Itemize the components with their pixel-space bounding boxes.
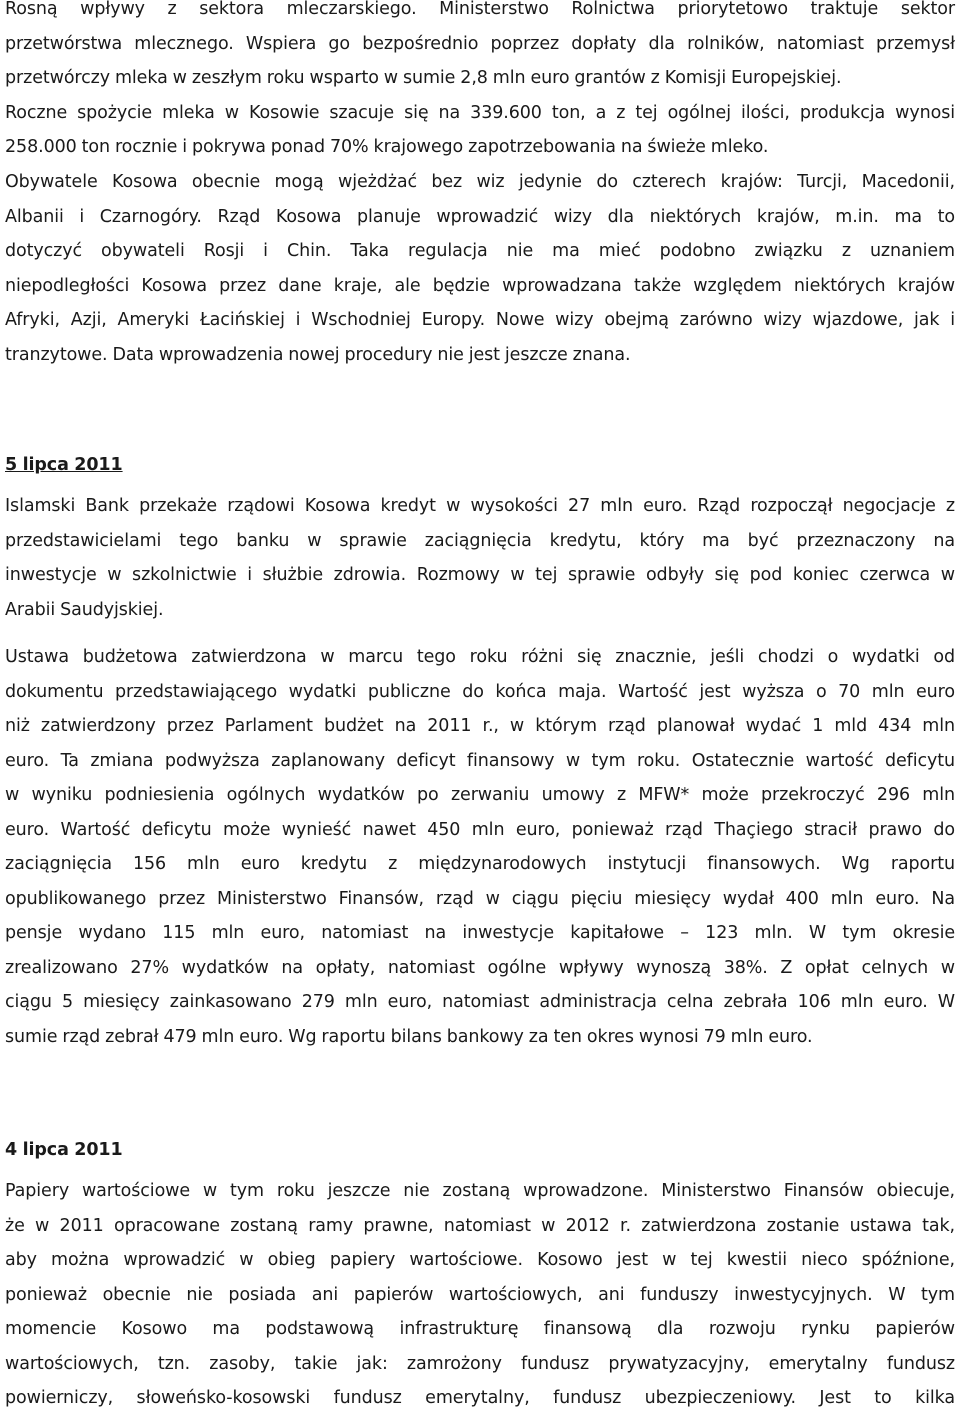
text-line: w wyniku podniesienia ogólnych wydatków po zerwaniu umowy z MFW* może przekroczyć 296 mln: [5, 785, 955, 805]
text-line: niepodległości Kosowa przez dane kraje, ale będzie wprowadzana także względem niektórych krajów: [5, 275, 955, 296]
text-line: powierniczy, słoweńsko-kosowski fundusz emerytalny, fundusz ubezpieczeniowy. Jest to kilka: [5, 1388, 955, 1408]
text-line: tranzytowe. Data wprowadzenia nowej procedury nie jest jeszcze znana.: [5, 344, 631, 365]
text-line: przetwórczy mleka w zeszłym roku wsparto w sumie 2,8 mln euro grantów z Komisji Europejskiej.: [5, 68, 842, 88]
text-line: Ustawa budżetowa zatwierdzona w marcu tego roku różni się znacznie, jeśli chodzi o wydatki od: [5, 647, 955, 667]
text-line: inwestycje w szkolnictwie i służbie zdrowia. Rozmowy w tej sprawie odbyły się pod koniec czerwca w: [5, 565, 955, 585]
text-line: przedstawicielami tego banku w sprawie zaciągnięcia kredytu, który ma być przeznaczony na: [5, 530, 955, 551]
paragraph-securities: [5, 1174, 955, 1416]
text-line: niż zatwierdzony przez Parlament budżet na 2011 r., w którym rząd planował wydać 1 mld 434 mln: [5, 716, 955, 736]
section-5-july: [5, 448, 955, 483]
text-line: zaciągnięcia 156 mln euro kredytu z międzynarodowych instytucji finansowych. Wg raportu: [5, 854, 955, 874]
text-line: że w 2011 opracowane zostaną ramy prawne, natomiast w 2012 r. zatwierdzona zostanie ustawa tak,: [5, 1215, 955, 1236]
text-line: Rosną wpływy z sektora mleczarskiego. Ministerstwo Rolnictwa priorytetowo traktuje sektor: [5, 0, 955, 19]
text-line: sumie rząd zebrał 479 mln euro. Wg raportu bilans bankowy za ten okres wynosi 79 mln euro.: [5, 1026, 813, 1047]
paragraph-visas: [5, 165, 955, 372]
text-line: momencie Kosowo ma podstawową infrastrukturę finansową dla rozwoju rynku papierów: [5, 1319, 955, 1339]
section-date-heading: 5 lipca 2011: [5, 455, 123, 475]
text-line: Obywatele Kosowa obecnie mogą wjeżdżać bez wiz jedynie do czterech krajów: Turcji, Macedonii,: [5, 172, 955, 192]
text-line: Afryki, Azji, Ameryki Łacińskiej i Wschodniej Europy. Nowe wizy obejmą zarówno wizy wjazdowe, jak i: [5, 310, 955, 330]
paragraph-budget: [5, 640, 955, 1054]
paragraph-dairy-sector: [5, 0, 955, 165]
text-line: Arabii Saudyjskiej.: [5, 599, 164, 620]
paragraph-islamic-bank: [5, 489, 955, 627]
text-line: 258.000 ton rocznie i pokrywa ponad 70% krajowego zapotrzebowania na świeże mleko.: [5, 137, 769, 157]
text-line: aby można wprowadzić w obieg papiery wartościowe. Kosowo jest w tej kwestii nieco spóźnione,: [5, 1250, 955, 1270]
section-4-july: [5, 1133, 955, 1168]
text-line: Roczne spożycie mleka w Kosowie szacuje się na 339.600 ton, a z tej ogólnej ilości, produkcja wynosi: [5, 102, 955, 123]
text-line: ponieważ obecnie nie posiada ani papierów wartościowych, ani funduszy inwestycyjnych. W tym: [5, 1284, 955, 1305]
text-line: przetwórstwa mlecznego. Wspiera go bezpośrednio poprzez dopłaty dla rolników, natomiast przemysł: [5, 33, 955, 54]
section-date-heading: 4 lipca 2011: [5, 1140, 123, 1160]
text-line: wartościowych, tzn. zasoby, takie jak: zamrożony fundusz prywatyzacyjny, emerytalny fundusz: [5, 1353, 955, 1374]
text-line: ciągu 5 miesięcy zainkasowano 279 mln euro, natomiast administracja celna zebrała 106 mln euro. W: [5, 992, 955, 1012]
text-line: euro. Ta zmiana podwyższa zaplanowany deficyt finansowy w tym roku. Ostatecznie wartość deficytu: [5, 750, 955, 771]
text-line: zrealizowano 27% wydatków na opłaty, natomiast ogólne wpływy wynoszą 38%. Z opłat celnych w: [5, 957, 955, 978]
text-line: dotyczyć obywateli Rosji i Chin. Taka regulacja nie ma mieć podobno związku z uznaniem: [5, 241, 955, 261]
text-line: opublikowanego przez Ministerstwo Finansów, rząd w ciągu pięciu miesięcy wydał 400 mln euro. Na: [5, 888, 955, 909]
text-line: pensje wydano 115 mln euro, natomiast na inwestycje kapitałowe – 123 mln. W tym okresie: [5, 923, 955, 943]
text-line: Islamski Bank przekaże rządowi Kosowa kredyt w wysokości 27 mln euro. Rząd rozpoczął negocjacje z: [5, 496, 955, 516]
text-line: Albanii i Czarnogóry. Rząd Kosowa planuje wprowadzić wizy dla niektórych krajów, m.in. ma to: [5, 206, 955, 227]
text-line: euro. Wartość deficytu może wynieść nawet 450 mln euro, ponieważ rząd Thaçiego stracił prawo do: [5, 819, 955, 840]
text-line: Papiery wartościowe w tym roku jeszcze nie zostaną wprowadzone. Ministerstwo Finansów obiecuje,: [5, 1181, 955, 1201]
text-line: dokumentu przedstawiającego wydatki publiczne do końca maja. Wartość jest wyższa o 70 mln euro: [5, 681, 955, 702]
